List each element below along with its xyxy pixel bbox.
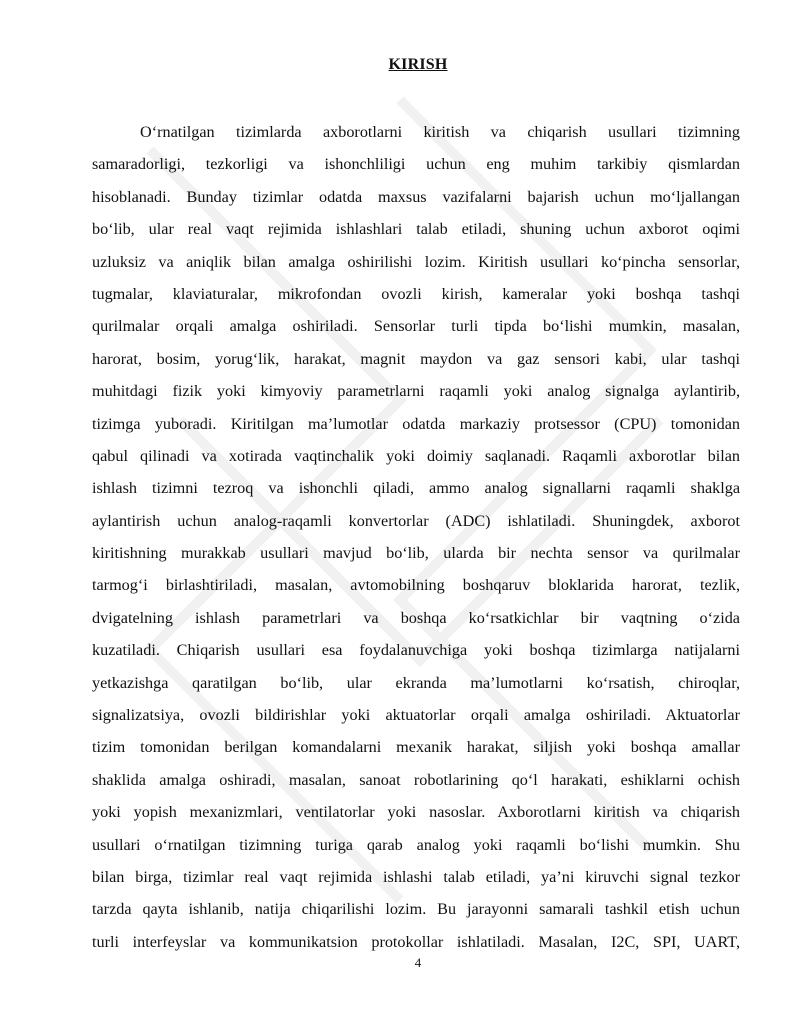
page-title: KIRISH [388,56,448,73]
paragraph-line: muhitdagi fizik yoki kimyoviy parametrlarni raqamli yoki analog signalga aylantirib, [92,382,740,401]
paragraph-line: dvigatelning ishlash parametrlari va boshqa ko‘rsatkichlar bir vaqtning o‘zida [92,608,740,627]
paragraph-line: tizim tomonidan berilgan komandalarni mexanik harakat, siljish yoki boshqa amallar [92,738,740,757]
paragraph-line: kuzatiladi. Chiqarish usullari esa foydalanuvchiga yoki boshqa tizimlarga natijalarni [92,641,740,660]
paragraph-line: qurilmalar orqali amalga oshiriladi. Sensorlar turli tipda bo‘lishi mumkin, masalan, [92,317,740,336]
paragraph-line: yoki yopish mexanizmlari, ventilatorlar yoki nasoslar. Axborotlarni kiritish va chiqarish [92,803,740,822]
paragraph-line: tarzda qayta ishlanib, natija chiqarilishi lozim. Bu jarayonni samarali tashkil etish uchun [92,900,740,919]
paragraph-line: O‘rnatilgan tizimlarda axborotlarni kiritish va chiqarish usullari tizimning [140,123,740,141]
paragraph-line: yetkazishga qaratilgan bo‘lib, ular ekranda ma’lumotlarni ko‘rsatish, chiroqlar, [92,673,740,692]
paragraph-line: turli interfeyslar va kommunikatsion protokollar ishlatiladi. Masalan, I2C, SPI, UART, [92,932,740,951]
paragraph-line: qabul qilinadi va xotirada vaqtinchalik yoki doimiy saqlanadi. Raqamli axborotlar bilan [92,446,740,465]
paragraph-line: bo‘lib, ular real vaqt rejimida ishlashlari talab etiladi, shuning uchun axborot oqimi [92,220,740,239]
paragraph-line: usullari o‘rnatilgan tizimning turiga qarab analog yoki raqamli bo‘lishi mumkin. Shu [92,835,740,854]
paragraph-line: hisoblanadi. Bunday tizimlar odatda maxsus vazifalarni bajarish uchun mo‘ljallangan [92,187,740,206]
paragraph-line: tarmog‘i birlashtiriladi, masalan, avtomobilning boshqaruv bloklarida harorat, tezlik, [92,576,740,595]
paragraph-line: tizimga yuboradi. Kiritilgan ma’lumotlar odatda markaziy protsessor (CPU) tomonidan [92,414,740,433]
paragraph-line: harorat, bosim, yorug‘lik, harakat, magnit maydon va gaz sensori kabi, ular tashqi [92,349,740,368]
paragraph-line: kiritishning murakkab usullari mavjud bo‘lib, ularda bir nechta sensor va qurilmalar [92,544,740,563]
paragraph-line: signalizatsiya, ovozli bildirishlar yoki aktuatorlar orqali amalga oshiriladi. Aktuatorlar [92,706,740,725]
paragraph-line: shaklida amalga oshiradi, masalan, sanoat robotlarining qo‘l harakati, eshiklarni ochish [92,770,740,789]
paragraph-line: aylantirish uchun analog-raqamli konvertorlar (ADC) ishlatiladi. Shuningdek, axborot [92,511,740,530]
page-number: 4 [414,955,422,970]
paragraph-line: ishlash tizimni tezroq va ishonchli qiladi, ammo analog signallarni raqamli shaklga [92,479,740,498]
paragraph-line: bilan birga, tizimlar real vaqt rejimida ishlashi talab etiladi, ya’ni kiruvchi signal tezkor [92,867,740,886]
paragraph-line: samaradorligi, tezkorligi va ishonchliligi uchun eng muhim tarkibiy qismlardan [92,155,740,174]
body-paragraph [92,116,740,958]
paragraph-line: tugmalar, klaviaturalar, mikrofondan ovozli kirish, kameralar yoki boshqa tashqi [92,284,740,303]
paragraph-line: uzluksiz va aniqlik bilan amalga oshirilishi lozim. Kiritish usullari ko‘pincha sensorlar, [92,252,740,271]
